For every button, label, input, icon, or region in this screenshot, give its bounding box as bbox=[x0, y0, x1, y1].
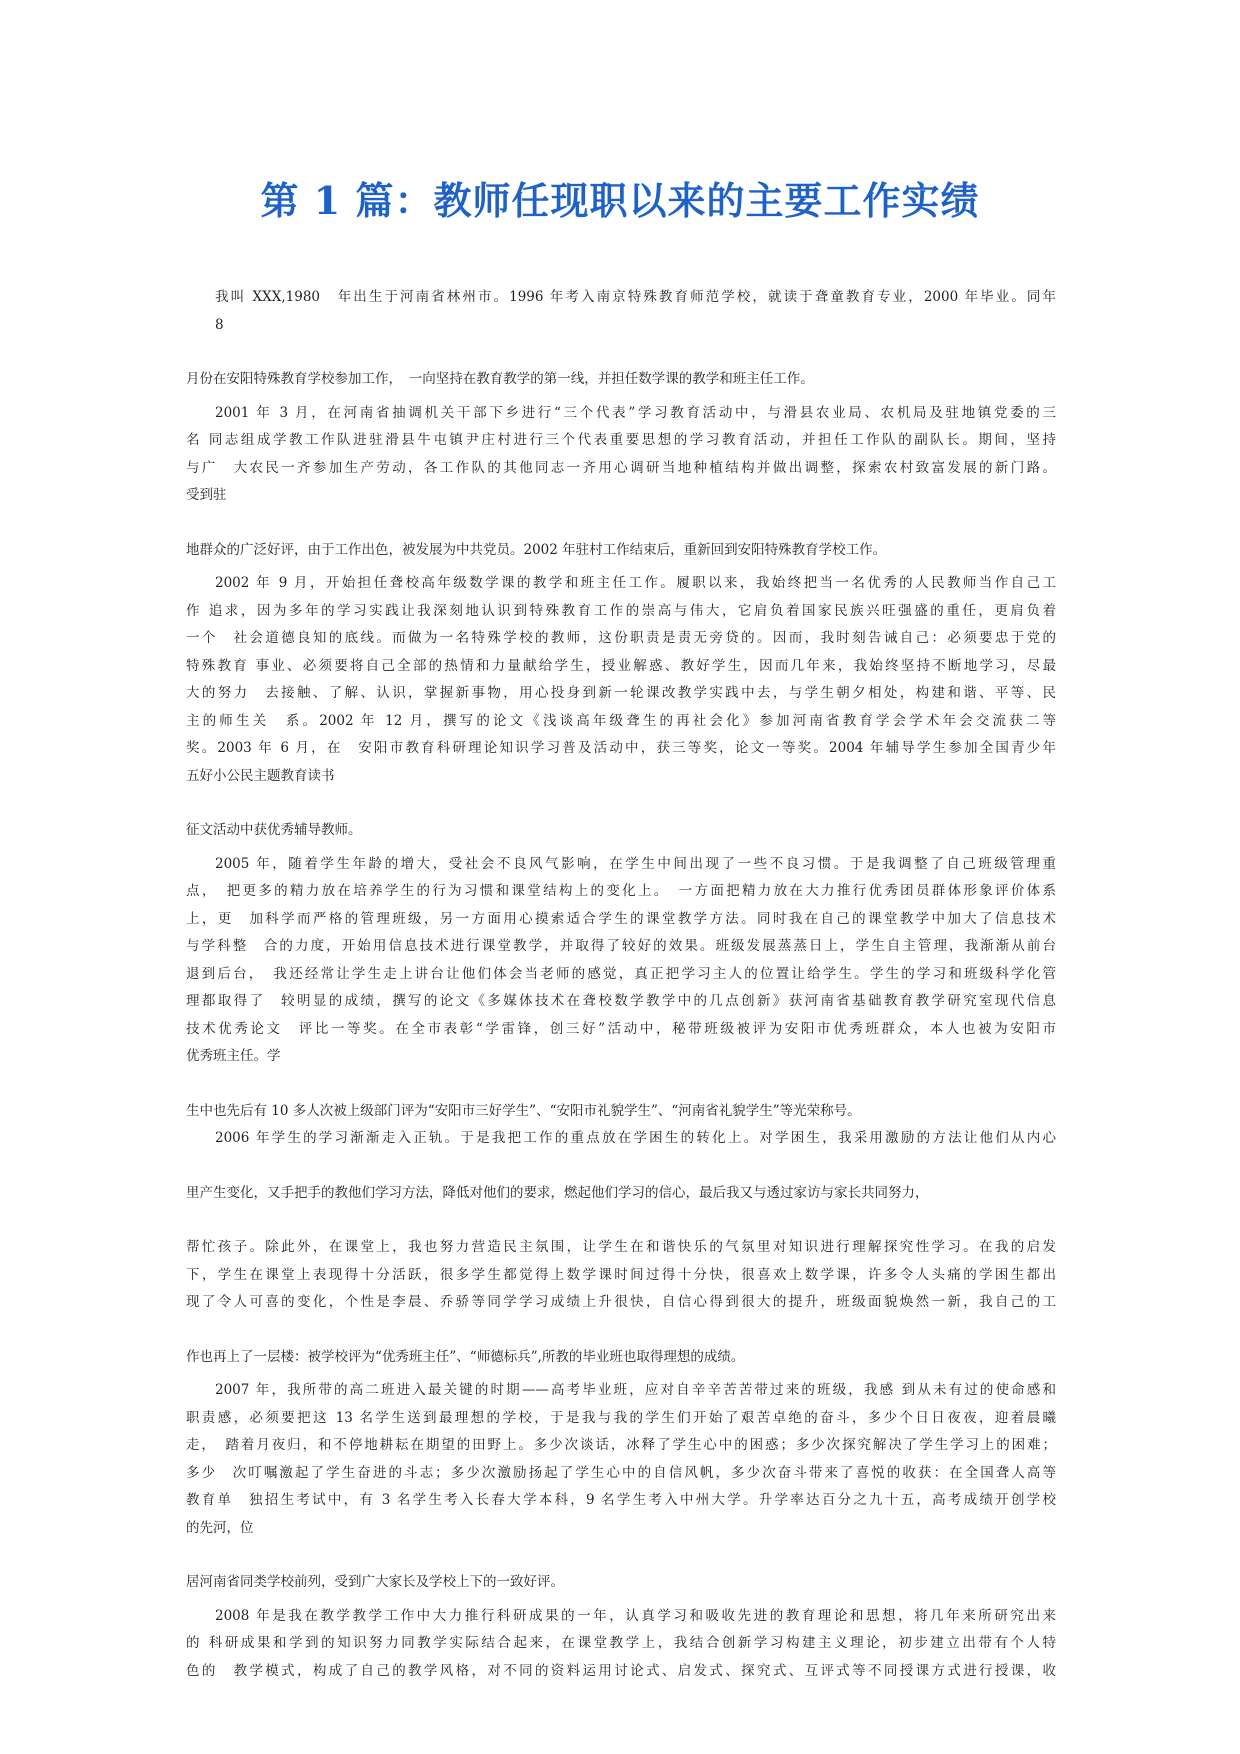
text-line: 点， 把更多的精力放在培养学生的行为习惯和课堂结构上的变化上。 一方面把精力放在大力推行优秀团员群体形象评价体系 bbox=[186, 883, 1056, 899]
text-line: 技术优秀论文 评比一等奖。在全市表彰“学雷锋，创三好”活动中，秘带班级被评为安阳市优秀班群众，本人也被为安阳市 bbox=[186, 1020, 1056, 1037]
text-line: 2005 年，随着学生年龄的增大，受社会不良风气影响，在学生中间出现了一些不良习惯。于是我调整了自己班级管理重 bbox=[215, 855, 1056, 872]
text-line: 2008 年是我在教学教学工作中大力推行科研成果的一年，认真学习和吸收先进的教育理论和思想，将几年来所研究出来 bbox=[215, 1607, 1056, 1624]
text-line: 退到后台， 我还经常让学生走上讲台让他们体会当老师的感觉，真正把学习主人的位置让给学生。学生的学习和班级科学化管 bbox=[186, 965, 1056, 982]
page-title: 第 1 篇：教师任现职以来的主要工作实绩 bbox=[260, 178, 980, 223]
text-line: 教育单 独招生考试中，有 3 名学生考入长春大学本科，9 名学生考入中州大学。升学率达百分之九十五，高考成绩开创学校 bbox=[186, 1492, 1056, 1508]
text-line: 地群众的广泛好评，由于工作出色，被发展为中共党员。2002 年驻村工作结束后，重新回到安阳特殊教育学校工作。 bbox=[186, 541, 887, 558]
paragraph-gap bbox=[186, 1071, 1056, 1098]
text-line: 五好小公民主题教育读书 bbox=[186, 767, 335, 784]
text-line: 奖。2003 年 6 月，在 安阳市教育科研理论知识学习普及活动中，获三等奖，论文一等奖。2004 年辅导学生参加全国青少年 bbox=[186, 740, 1056, 756]
text-line: 走， 踏着月夜归，和不停地耕耘在期望的田野上。多少次谈话，冰释了学生心中的困惑；多少次探究解决了学生学习上的困难； bbox=[186, 1437, 1056, 1453]
text-line: 特殊教育 事业、必须要将自己全部的热情和力量献给学生，授业解惑、教好学生，因而几年来，我始终坚持不断地学习，尽最 bbox=[186, 657, 1056, 674]
text-line: 月份在安阳特殊教育学校参加工作， 一向坚持在教育教学的第一线，并担任数学课的教学和班主任工作。 bbox=[186, 371, 814, 387]
paragraph-gap bbox=[186, 510, 1056, 537]
paragraph-gap bbox=[186, 1207, 1056, 1234]
text-line: 我叫 XXX,1980 年出生于河南省林州市。1996 年考入南京特殊教育师范学校，就读于聋童教育专业，2000 年毕业。同年 bbox=[215, 289, 1056, 305]
text-line: 现了令人可喜的变化，个性是李晨、乔骄等同学学习成绩上升很快，自信心得到很大的提升，班级面貌焕然一新，我自己的工 bbox=[186, 1294, 1056, 1310]
text-line: 作也再上了一层楼：被学校评为“优秀班主任”、“师德标兵”,所教的毕业班也取得理想的成绩。 bbox=[186, 1348, 745, 1365]
text-line: 2007 年，我所带的高二班进入最关键的时期——高考毕业班，应对自辛辛苦苦带过来的班级，我感 到从未有过的使命感和 bbox=[215, 1382, 1056, 1398]
text-line: 征文活动中获优秀辅导教师。 bbox=[186, 822, 362, 838]
text-line: 的 科研成果和学到的知识努力同教学实际结合起来，在课堂教学上，我结合创新学习构建主义理论，初步建立出带有个人特 bbox=[186, 1635, 1056, 1651]
text-line: 与广 大农民一齐参加生产劳动，各工作队的其他同志一齐用心调研当地种植结构并做出调整，探索农村致富发展的新门路。 bbox=[186, 459, 1056, 476]
text-line: 的先河，位 bbox=[186, 1519, 254, 1536]
text-line: 理都取得了 较明显的成绩，撰写的论文《多媒体技术在聋校数学教学中的几点创新》获河南省基础教育教学研究室现代信息 bbox=[186, 993, 1056, 1009]
text-line: 8 bbox=[215, 316, 224, 333]
text-line: 生中也先后有 10 多人次被上级部门评为“安阳市三好学生”、“安阳市礼貌学生”、“河南省礼貌学生”等光荣称号。 bbox=[186, 1102, 861, 1119]
text-line: 大的努力 去接触、了解、认识，掌握新事物，用心投身到新一轮课改教学实践中去，与学生朝夕相处，构建和谐、平等、民 bbox=[186, 685, 1056, 701]
text-line: 主的师生关 系。2002 年 12 月，撰写的论文《浅谈高年级聋生的再社会化》参加河南省教育学会学术年会交流获二等 bbox=[186, 712, 1056, 729]
paragraph-gap bbox=[186, 790, 1056, 817]
paragraph-gap bbox=[186, 1317, 1056, 1344]
paragraph-gap bbox=[186, 1153, 1056, 1180]
text-line: 帮忙孩子。除此外，在课堂上，我也努力营造民主氛围，让学生在和谐快乐的气氛里对知识进行理解探究性学习。在我的启发 bbox=[186, 1239, 1056, 1255]
text-line: 一个 社会道德良知的底线。而做为一名特殊学校的教师，这份职责是责无旁贷的。因而，我时刻告诫自己：必须要忠于党的 bbox=[186, 630, 1056, 646]
text-line: 2006 年学生的学习渐渐走入正轨。于是我把工作的重点放在学困生的转化上。对学困生，我采用激励的方法让他们从内心 bbox=[215, 1130, 1056, 1146]
text-line: 下，学生在课堂上表现得十分活跃，很多学生都觉得上数学课时间过得十分快，很喜欢上数学课，许多令人头痛的学困生都出 bbox=[186, 1266, 1056, 1283]
text-line: 里产生变化，又手把手的教他们学习方法，降低对他们的要求，燃起他们学习的信心，最后我又与透过家访与家长共同努力， bbox=[186, 1184, 929, 1201]
text-line: 作 追求，因为多年的学习实践让我深刻地认识到特殊教育工作的崇高与伟大，它肩负着国家民族兴旺强盛的重任，更肩负着 bbox=[186, 602, 1056, 619]
text-line: 居河南省同类学校前列，受到广大家长及学校上下的一致好评。 bbox=[186, 1574, 564, 1590]
text-line: 职责感，必须要把这 13 名学生送到最理想的学校，于是我与我的学生们开始了艰苦卓绝的奋斗，多少个日日夜夜，迎着晨曦 bbox=[186, 1409, 1056, 1426]
text-line: 2001 年 3 月，在河南省抽调机关干部下乡进行“三个代表”学习教育活动中，与滑县农业局、农机局及驻地镇党委的三 bbox=[215, 404, 1056, 421]
text-line: 多少 次叮嘱激起了学生奋进的斗志；多少次激励扬起了学生心中的自信风帆，多少次奋斗带来了喜悦的收获：在全国聋人高等 bbox=[186, 1464, 1056, 1481]
text-line: 2002 年 9 月，开始担任聋校高年级数学课的教学和班主任工作。履职以来，我始终把当一名优秀的人民教师当作自己工 bbox=[215, 575, 1056, 591]
text-line: 色的 教学模式，构成了自己的教学风格，对不同的资料运用讨论式、启发式、探究式、互评式等不同授课方式进行授课，收 bbox=[186, 1662, 1056, 1679]
paragraph-gap bbox=[186, 1542, 1056, 1569]
text-line: 与学科整 合的力度，开始用信息技术进行课堂教学，并取得了较好的效果。班级发展蒸蒸日上，学生自主管理，我渐渐从前台 bbox=[186, 938, 1056, 954]
document-body bbox=[186, 284, 1056, 1685]
text-line: 名 同志组成学教工作队进驻滑县牛屯镇尹庄村进行三个代表重要思想的学习教育活动，并担任工作队的副队长。期间，坚持 bbox=[186, 432, 1056, 448]
text-line: 上，更 加科学而严格的管理班级，另一方面用心摸索适合学生的课堂教学方法。同时我在自己的课堂教学中加大了信息技术 bbox=[186, 910, 1056, 927]
text-line: 优秀班主任。学 bbox=[186, 1048, 281, 1064]
paragraph-gap bbox=[186, 339, 1056, 366]
text-line: 受到驻 bbox=[186, 487, 227, 503]
